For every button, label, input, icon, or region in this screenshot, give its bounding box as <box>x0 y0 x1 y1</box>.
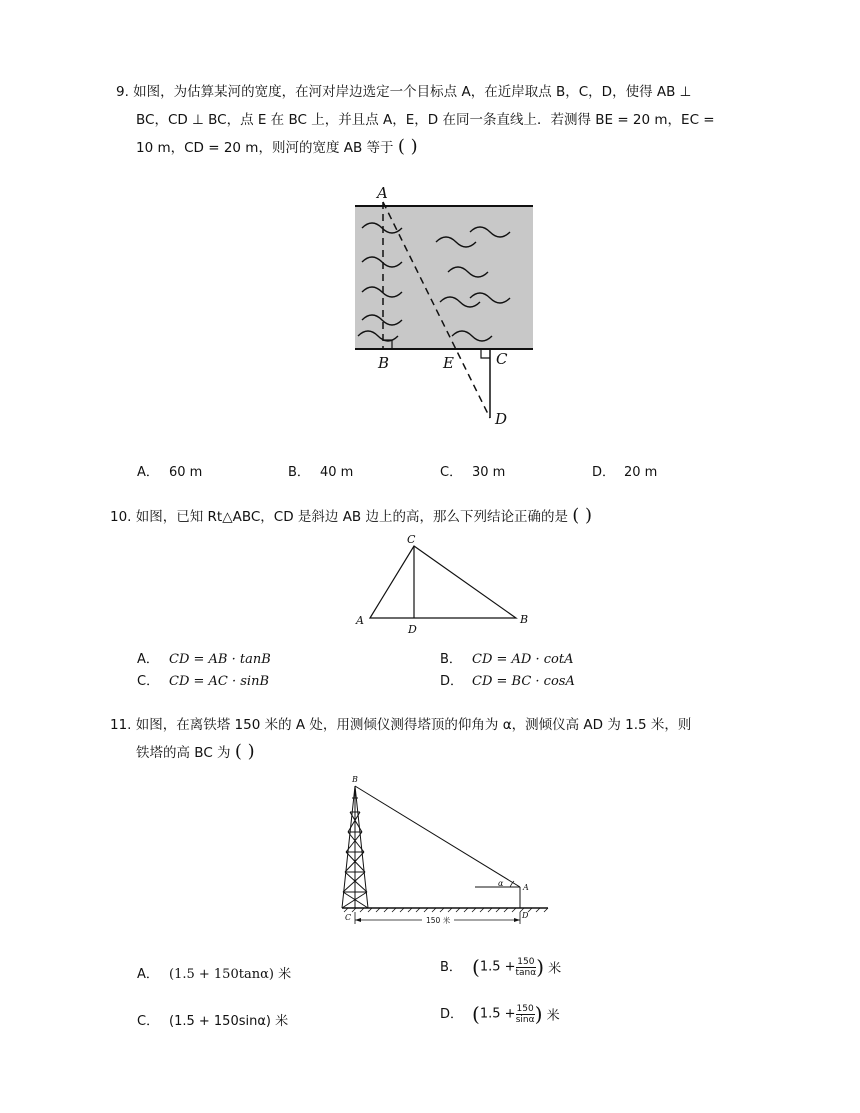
q11-distance-label: 150 米 <box>426 916 451 925</box>
q11-label-c: C <box>345 913 352 922</box>
q9-text-line-3 <box>136 137 418 158</box>
q9-option-a[interactable]: A． 60 m <box>137 465 203 480</box>
q9-text-line-3-content: 10 m，CD = 20 m，则河的宽度 AB 等于 <box>136 140 394 156</box>
q10-option-d[interactable]: D． CD = BC · cosA <box>440 674 575 689</box>
q11-label-b: B <box>352 775 358 784</box>
q10-triangle-figure <box>350 530 540 640</box>
q11-label-d: D <box>522 911 529 920</box>
q9-label-d: D <box>495 410 508 428</box>
q11-option-c[interactable]: C． (1.5 + 150sinα) 米 <box>137 1014 289 1029</box>
q10-answer-paren: ( ) <box>572 505 593 526</box>
q10-label-c: C <box>407 533 416 546</box>
q9-option-b[interactable]: B． 40 m <box>288 465 354 480</box>
q11-option-d[interactable]: D． (1.5 + $\frac{150}{\sin\alpha}$ ) 米 <box>440 1002 560 1026</box>
q11-label-a: A <box>523 883 529 892</box>
q9-label-b: B <box>378 354 390 372</box>
q11-text-line-2 <box>136 742 255 763</box>
q11-answer-paren: ( ) <box>234 741 255 762</box>
q10-option-a[interactable]: A． CD = AB · tanB <box>137 652 271 667</box>
q9-text-line-2: BC，CD ⊥ BC，点 E 在 BC 上，并且点 A，E，D 在同一条直线上．若测得 BE = 20 m，EC = <box>136 112 715 128</box>
q10-label-a: A <box>356 614 364 627</box>
q11-tower-figure <box>330 772 555 932</box>
q10-option-c[interactable]: C． CD = AC · sinB <box>137 674 270 689</box>
q11-option-b[interactable]: B． (1.5 + $\frac{150}{\tan\alpha}$ ) 米 <box>440 955 562 979</box>
q9-label-c: C <box>496 350 508 368</box>
q10-text-content: 10. 如图，已知 Rt△ABC，CD 是斜边 AB 边上的高，那么下列结论正确的是 <box>110 509 568 525</box>
q9-river-figure <box>340 180 540 430</box>
q11-label-alpha: α <box>498 879 504 888</box>
q9-text-line-1: 9. 如图，为估算某河的宽度，在河对岸边选定一个目标点 A，在近岸取点 B，C，D，使得 AB ⊥ <box>116 84 692 100</box>
q9-label-a: A <box>377 184 388 202</box>
q10-text-line-1 <box>110 506 592 527</box>
q10-option-b[interactable]: B． CD = AD · cotA <box>440 652 574 667</box>
q9-answer-paren: ( ) <box>397 136 418 157</box>
q10-label-d: D <box>408 623 417 636</box>
q11-text-line-2-content: 铁塔的高 BC 为 <box>136 745 231 761</box>
q9-label-e: E <box>443 354 454 372</box>
q9-option-d[interactable]: D． 20 m <box>592 465 658 480</box>
q11-text-line-1: 11. 如图，在离铁塔 150 米的 A 处，用测倾仪测得塔顶的仰角为 α，测倾仪高 AD 为 1.5 米，则 <box>110 717 692 733</box>
q9-option-c[interactable]: C． 30 m <box>440 465 506 480</box>
q10-label-b: B <box>520 613 529 626</box>
q11-option-a[interactable]: A． (1.5 + 150tanα) 米 <box>137 967 292 982</box>
